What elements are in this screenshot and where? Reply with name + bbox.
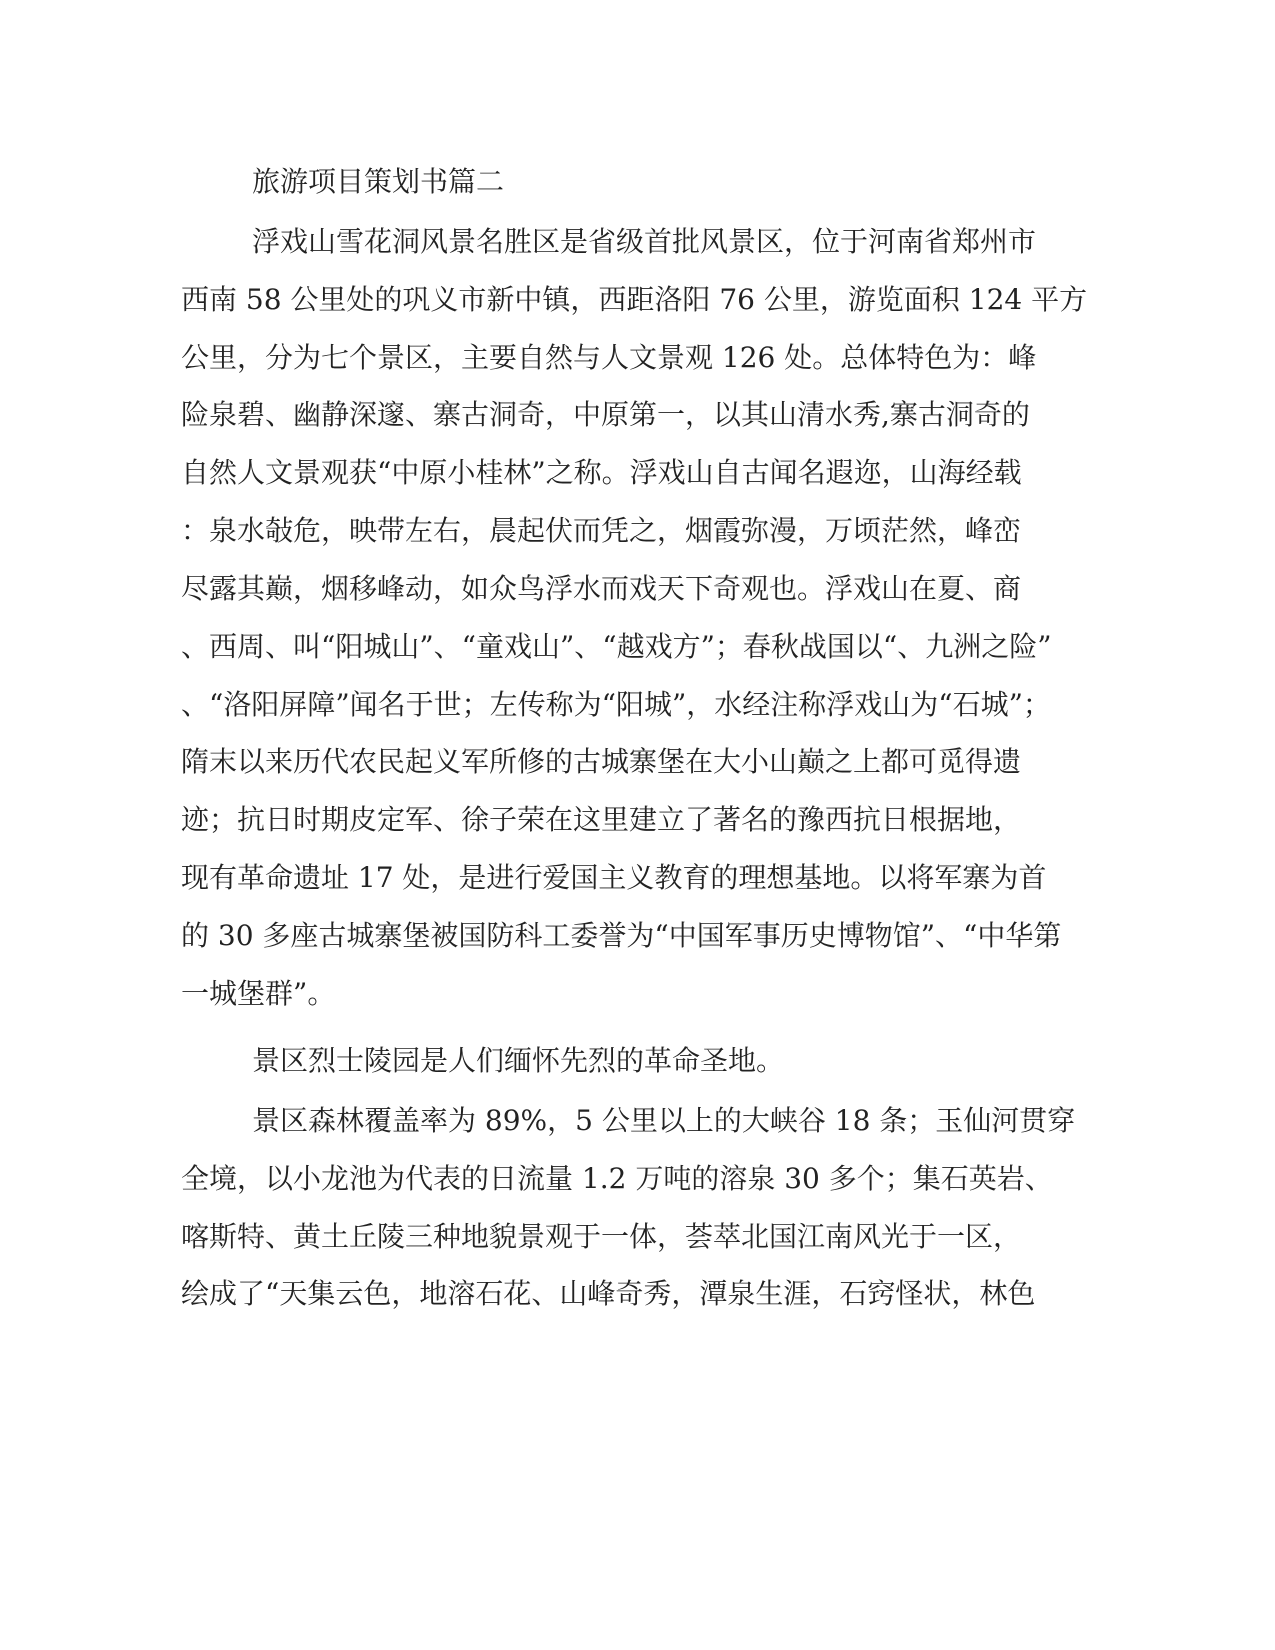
line-text: 一城堡群”。 — [181, 977, 336, 1010]
line-text: 西南 58 公里处的巩义市新中镇，西距洛阳 76 公里，游览面积 124 平方 — [181, 283, 1088, 316]
line-text: 、“洛阳屏障”闻名于世；左传称为“阳城”，水经注称浮戏山为“石城”； — [181, 688, 1051, 721]
paragraph-line — [0, 742, 1275, 782]
line-text: 喀斯特、黄土丘陵三种地貌景观于一体，荟萃北国江南风光于一区， — [181, 1220, 1022, 1253]
paragraph-line — [0, 453, 1275, 493]
paragraph-line — [0, 338, 1275, 378]
line-text: 公里，分为七个景区，主要自然与人文景观 126 处。总体特色为：峰 — [181, 341, 1037, 374]
paragraph-line — [0, 858, 1275, 898]
line-text: 绘成了“天集云色，地溶石花、山峰奇秀，潭泉生涯，石窍怪状，林色 — [181, 1277, 1036, 1310]
line-text: 、西周、叫“阳城山”、“童戏山”、“越戏方”；春秋战国以“、九洲之险” — [181, 630, 1052, 663]
paragraph-line — [0, 1159, 1275, 1199]
line-text: 迹；抗日时期皮定军、徐子荣在这里建立了著名的豫西抗日根据地， — [181, 803, 1022, 836]
line-text: 险泉碧、幽静深邃、寨古洞奇，中原第一，以其山清水秀,寨古洞奇的 — [181, 398, 1030, 431]
paragraph-line — [0, 916, 1275, 956]
line-text: 自然人文景观获“中原小桂林”之称。浮戏山自古闻名遐迩，山海经载 — [181, 456, 1022, 489]
line-text: 浮戏山雪花洞风景名胜区是省级首批风景区，位于河南省郑州市 — [252, 225, 1037, 258]
paragraph-line — [0, 685, 1275, 725]
line-text: ：泉水敧危，映带左右，晨起伏而凭之，烟霞弥漫，万顷茫然，峰峦 — [181, 514, 1022, 547]
heading-text: 旅游项目策划书篇二 — [252, 165, 505, 198]
line-text: 景区烈士陵园是人们缅怀先烈的革命圣地。 — [252, 1044, 785, 1077]
paragraph-line — [0, 800, 1275, 840]
paragraph-line — [0, 222, 1275, 262]
line-text: 尽露其巅，烟移峰动，如众鸟浮水而戏天下奇观也。浮戏山在夏、商 — [181, 572, 1022, 605]
paragraph-line — [0, 1217, 1275, 1257]
line-text: 现有革命遗址 17 处，是进行爱国主义教育的理想基地。以将军寨为首 — [181, 861, 1047, 894]
line-text: 隋末以来历代农民起义军所修的古城寨堡在大小山巅之上都可觅得遗 — [181, 745, 1022, 778]
paragraph-line — [0, 395, 1275, 435]
document-heading — [0, 162, 1275, 202]
paragraph-line — [0, 627, 1275, 667]
paragraph-line — [0, 1274, 1275, 1314]
paragraph-line — [0, 1041, 1275, 1081]
line-text: 的 30 多座古城寨堡被国防科工委誉为“中国军事历史博物馆”、“中华第 — [181, 919, 1062, 952]
paragraph-line — [0, 511, 1275, 551]
line-text: 景区森林覆盖率为 89%，5 公里以上的大峡谷 18 条；玉仙河贯穿 — [252, 1104, 1076, 1137]
line-text: 全境，以小龙池为代表的日流量 1.2 万吨的溶泉 30 多个；集石英岩、 — [181, 1162, 1053, 1195]
paragraph-line — [0, 569, 1275, 609]
paragraph-line — [0, 1101, 1275, 1141]
paragraph-line — [0, 974, 1275, 1014]
paragraph-line — [0, 280, 1275, 320]
